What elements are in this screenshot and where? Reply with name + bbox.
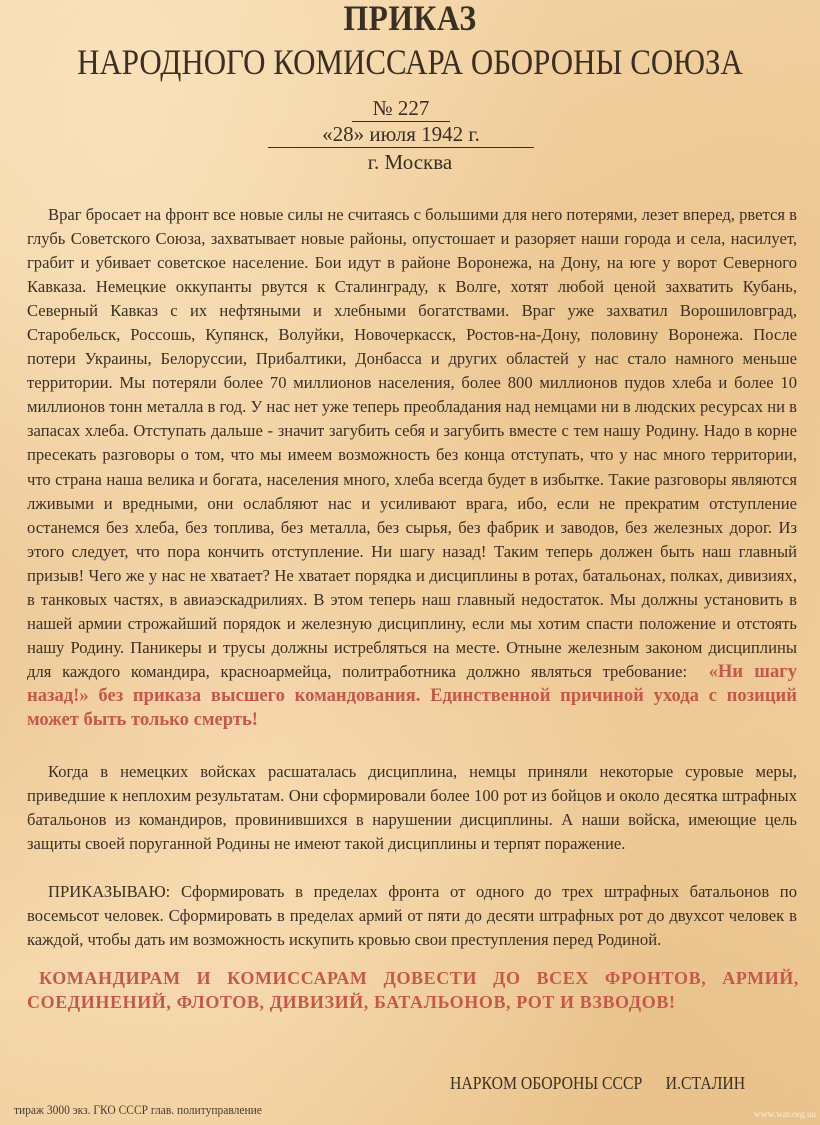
signature-block xyxy=(450,1072,774,1094)
document-title: ПРИКАЗ xyxy=(343,0,477,38)
paragraph-main-text: Враг бросает на фронт все новые силы не считаясь с большими для него потерями, лезет вперед, рвется в глубь Советского Союза, захватывает новые районы, опустошает и разоряет наши города и села, насилует, грабит и убивает советское население. Бои идут в районе Воронежа, на Дону, на юге у ворот Северного Кавказа. Немецкие оккупанты рвутся к Сталинграду, к Волге, хотят любой ценой захватить Кубань, Северный Кавказ с их нефтяными и хлебными богатствами. Враг уже захватил Ворошиловград, Старобельск, Россошь, Купянск, Волуйки, Новочеркасск, Ростов-на-Дону, половину Воронежа. После потери Украины, Белоруссии, Прибалтики, Донбасса и других областей у нас стало намного меньше территории. Мы потеряли более 70 миллионов населения, более 800 миллионов пудов хлеба и более 10 миллионов тонн металла в год. У нас нет уже теперь преобладания над немцами ни в людских ресурсах ни в запасах хлеба. Отступать дальше - значит загубить себя и загубить вместе с тем нашу Родину. Надо в корне пресекать разговоры о том, что мы имеем возможность без конца отступать, что у нас много территории, что страна наша велика и богата, населения много, хлеба всегда будет в избытке. Такие разговоры являются лживыми и вредными, они ослабляют нас и усиливают врага, ибо, если не прекратим отступление останемся без хлеба, без топлива, без металла, без сырья, без фабрик и заводов, без железных дорог. Из этого следует, что пора кончить отступление. Ни шагу назад! Таким теперь должен быть наш главный призыв! Чего же у нас не хватает? Не хватает порядка и дисциплины в ротах, батальонах, полках, дивизиях, в танковых частях, в авиаэскадрилиях. В этом теперь наш главный недостаток. Мы должны установить в нашей армии строжайший порядок и железную дисциплину, если мы хотим спасти положение и отстоять нашу Родину. Паникеры и трусы должны истребляться на месте. Отныне железным законом дисциплины для каждого командира, красноармейца, политработника должно являться требование: xyxy=(27,205,797,681)
paragraph-main xyxy=(27,203,797,732)
watermark: www.war.org.ua xyxy=(753,1110,816,1120)
signature-name: И.СТАЛИН xyxy=(665,1073,746,1093)
paragraph-german-discipline-text: Когда в немецких войсках расшаталась дисциплина, немцы приняли некоторые суровые меры, приведшие к неплохим результатам. Они сформировали более 100 рот из бойцов и около десятка штрафных батальонов из командиров, провинившихся в нарушении дисциплины. А наши войска, имеющие цель защиты своей поруганной Родины не имеют такой дисциплины и терпят поражение. xyxy=(27,762,797,854)
print-run-info: тираж 3000 экз. ГКО СССР глав. политуправление xyxy=(14,1103,262,1117)
signature-title: НАРКОМ ОБОРОНЫ СССР xyxy=(450,1073,643,1093)
closing-directive xyxy=(27,966,799,1014)
document-subtitle: НАРОДНОГО КОМИССАРА ОБОРОНЫ СОЮЗА xyxy=(77,42,743,82)
paragraph-order-text: ПРИКАЗЫВАЮ: Сформировать в пределах фронта от одного до трех штрафных батальонов по восемьсот человек. Сформировать в пределах армий от пяти до десяти штрафных рот до двухсот человек в каждой, чтобы дать им возможность искупить кровью свои преступления перед Родиной. xyxy=(27,882,797,950)
order-date: «28» июля 1942 г. xyxy=(268,122,534,148)
closing-directive-text: КОМАНДИРАМ И КОМИССАРАМ ДОВЕСТИ ДО ВСЕХ ФРОНТОВ, АРМИЙ, СОЕДИНЕНИЙ, ФЛОТОВ, ДИВИЗИЙ, БАТАЛЬОНОВ, РОТ И ВЗВОДОВ! xyxy=(27,968,799,1012)
order-number: № 227 xyxy=(352,96,450,122)
paragraph-german-discipline xyxy=(27,760,797,856)
paragraph-order xyxy=(27,880,797,952)
order-city: г. Москва xyxy=(367,150,453,174)
highlight-no-step-back: «Ни шагу назад!» без приказа высшего командования. Единственной причиной ухода с позиций может быть только смерть! xyxy=(27,660,798,730)
